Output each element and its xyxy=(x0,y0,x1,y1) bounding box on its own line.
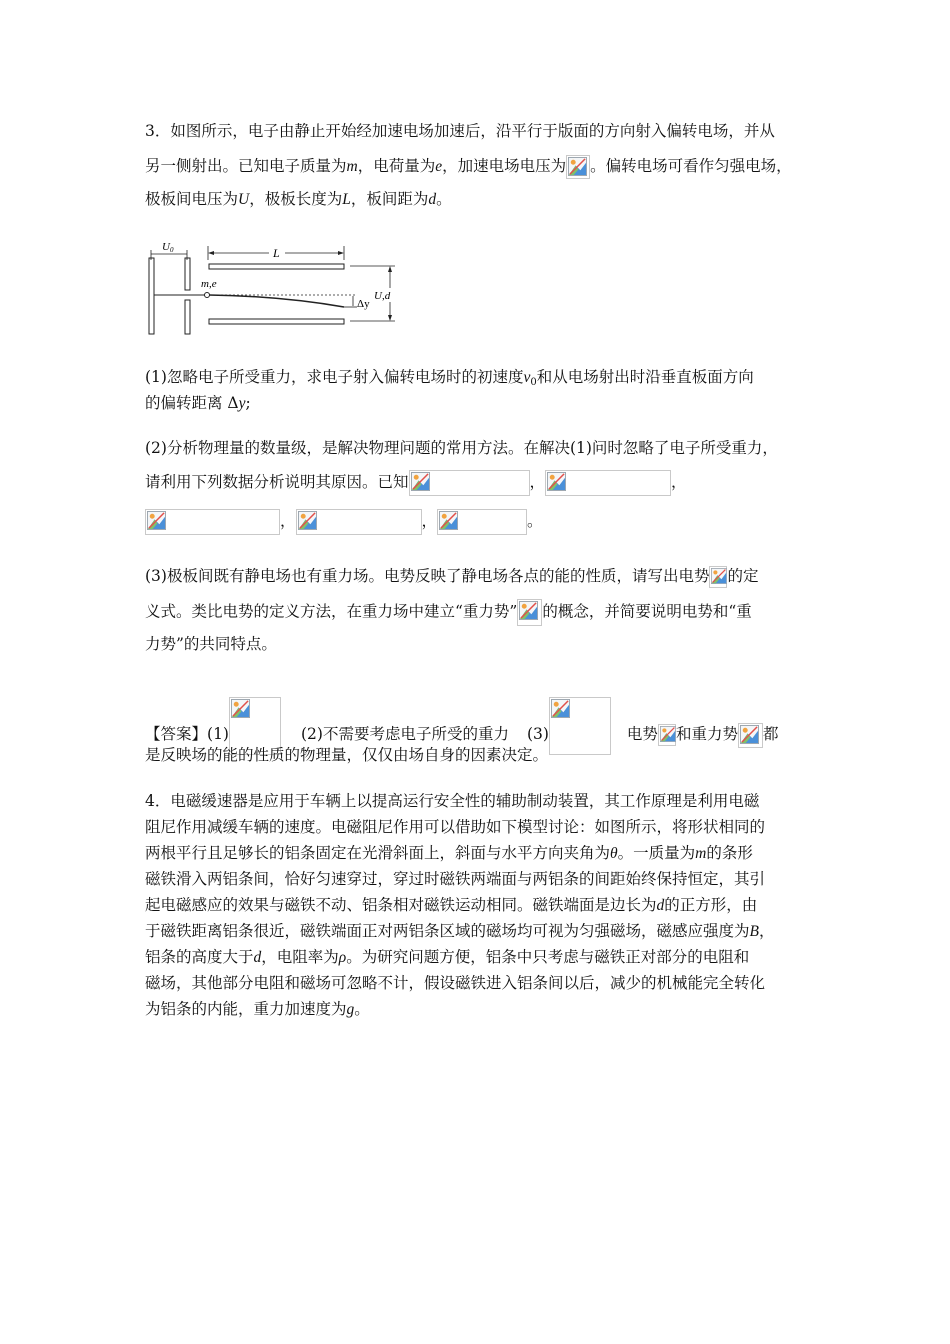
p3-line-3 xyxy=(145,633,277,657)
q4-text: 两根平行且足够长的铝条固定在光滑斜面上，斜面与水平方向夹角为 xyxy=(145,844,611,862)
q3-text: ，电荷量为 xyxy=(357,157,436,175)
q4-text: 。 xyxy=(354,1000,370,1018)
broken-image-icon xyxy=(298,511,317,530)
q3-text: ，加速电场电压为 xyxy=(442,157,567,175)
q3-text: 。 xyxy=(436,190,452,208)
accel-plate-left xyxy=(149,258,154,334)
label-L: L xyxy=(273,246,280,260)
p2-text: (2)分析物理量的数量级，是解决物理问题的常用方法。在解决(1)问时忽略了电子所受重力， xyxy=(145,439,778,457)
formula-image-3 xyxy=(145,509,280,535)
q4-line-7 xyxy=(145,946,749,970)
p3-line-2 xyxy=(145,599,752,623)
answer-line-1 xyxy=(145,697,779,743)
answer-part3: (3) xyxy=(526,725,549,743)
q3-line-3 xyxy=(145,188,452,212)
var-B: B xyxy=(749,923,759,940)
broken-image-icon xyxy=(147,511,166,530)
q4-line-2 xyxy=(145,816,765,840)
electron-dot xyxy=(205,293,210,298)
q4-line-8 xyxy=(145,972,765,996)
answer-line-2 xyxy=(145,744,548,768)
broken-image-icon xyxy=(547,472,566,491)
electron-trajectory xyxy=(209,295,344,307)
var-theta: θ xyxy=(610,845,618,862)
answer-image-phi xyxy=(658,724,676,746)
p2-line-1 xyxy=(145,437,778,461)
q4-text: ， xyxy=(758,922,775,940)
q4-text: 4．电磁缓速器是应用于车辆上以提高运行安全性的辅助制动装置，其工作原理是利用电磁 xyxy=(145,792,760,810)
var-rho: ρ xyxy=(338,949,347,966)
answer-image-gravity-potential xyxy=(738,723,763,748)
answer-text: 是反映场的能的性质的物理量，仅仅由场自身的因素决定。 xyxy=(145,746,549,764)
p1-line-1 xyxy=(145,366,754,390)
p2-text: 请利用下列数据分析说明其原因。已知 xyxy=(145,473,409,491)
p2-comma: ， xyxy=(529,473,546,491)
label-me: m,e xyxy=(201,278,217,290)
broken-image-icon xyxy=(519,601,538,620)
p3-text: 义式。类比电势的定义方法，在重力场中建立“重力势” xyxy=(145,602,518,621)
q3-line-2 xyxy=(145,155,792,179)
p1-text: 的偏转距离 Δ xyxy=(145,394,239,412)
q4-line-6 xyxy=(145,920,775,944)
p2-comma: ， xyxy=(280,512,296,530)
broken-image-icon xyxy=(568,157,587,176)
q4-line-3 xyxy=(145,842,753,866)
deflect-plate-bottom xyxy=(209,319,344,324)
p3-text: 的定 xyxy=(727,567,759,585)
p1-line-2 xyxy=(145,392,251,416)
broken-image-icon xyxy=(660,726,676,742)
p2-line-3 xyxy=(145,509,543,533)
formula-image-2 xyxy=(545,470,671,496)
var-v-sub: 0 xyxy=(530,377,537,388)
var-v: v xyxy=(523,369,531,386)
answer-part2: (2)不需要考虑电子所受的重力 xyxy=(300,725,509,743)
q4-text: ，电阻率为 xyxy=(261,948,339,966)
q4-text: 的正方形，由 xyxy=(664,896,758,914)
p3-text: 的概念，并简要说明电势和“重 xyxy=(542,602,752,621)
q3-text: ，极板长度为 xyxy=(249,190,343,208)
q4-text: 阻尼作用减缓车辆的速度。电磁阻尼作用可以借助如下模型讨论：如图所示，将形状相同的 xyxy=(145,818,766,836)
var-m: m xyxy=(695,845,707,862)
label-dy: Δy xyxy=(357,298,370,310)
q4-line-9 xyxy=(145,998,370,1022)
deflect-plate-top xyxy=(209,264,344,269)
answer-text: 都 xyxy=(762,725,779,743)
deflection-diagram xyxy=(145,240,405,340)
formula-image-phi xyxy=(709,566,727,588)
p2-comma: ， xyxy=(421,512,438,530)
q4-text: 于磁铁距离铝条很近，磁铁端面正对两铝条区域的磁场均可视为匀强磁场，磁感应强度为 xyxy=(145,922,750,940)
answer-text: 和重力势 xyxy=(675,725,738,743)
q4-text: 磁场，其他部分电阻和磁场可忽略不计，假设磁铁进入铝条间以后，减少的机械能完全转化 xyxy=(145,974,766,992)
formula-image-1 xyxy=(409,470,530,496)
q4-text: 起电磁感应的效果与磁铁不动、铝条相对磁铁运动相同。磁铁端面是边长为 xyxy=(145,896,657,914)
q4-line-4 xyxy=(145,868,765,892)
p3-text: 力势”的共同特点。 xyxy=(145,635,277,653)
accel-plate-right-top xyxy=(185,258,190,290)
q3-line-1 xyxy=(145,120,775,144)
answer-image-2 xyxy=(549,697,611,755)
p2-line-2 xyxy=(145,470,687,494)
var-g: g xyxy=(346,1001,355,1018)
p1-text: (1)忽略电子所受重力，求电子射入偏转电场时的初速度 xyxy=(145,368,524,386)
label-Ud: U,d xyxy=(374,290,391,302)
q4-line-5 xyxy=(145,894,757,918)
p3-line-1 xyxy=(145,565,758,589)
answer-text: 电势 xyxy=(626,725,658,743)
q4-text: 为铝条的内能，重力加速度为 xyxy=(145,1000,347,1018)
label-u0: U0 xyxy=(162,241,174,254)
q4-text: 磁铁滑入两铝条间，恰好匀速穿过，穿过时磁铁两端面与两铝条的间距始终保持恒定，其引 xyxy=(145,870,766,888)
broken-image-icon xyxy=(711,568,727,584)
accel-plate-right-bottom xyxy=(185,300,190,334)
broken-image-icon xyxy=(740,725,759,744)
formula-image-gravity-potential xyxy=(517,599,542,626)
var-m: m xyxy=(346,158,358,175)
var-d: d xyxy=(656,897,665,914)
var-U: U xyxy=(238,191,250,208)
answer-label: 【答案】 xyxy=(145,725,208,743)
q4-text: 。为研究问题方便，铝条中只考虑与磁铁正对部分的电阻和 xyxy=(346,948,750,966)
answer-part1: (1) xyxy=(207,725,229,743)
p2-comma: ， xyxy=(671,473,687,491)
q3-text: 极板间电压为 xyxy=(145,190,239,208)
q3-text: ，板间距为 xyxy=(350,190,429,208)
var-d: d xyxy=(253,949,262,966)
broken-image-icon xyxy=(411,472,430,491)
p1-text: 和从电场射出时沿垂直板面方向 xyxy=(536,368,754,386)
var-L: L xyxy=(342,191,351,208)
q3-text: 3．如图所示，电子由静止开始经加速电场加速后，沿平行于版面的方向射入偏转电场，并从 xyxy=(145,122,775,140)
p2-period: 。 xyxy=(527,512,543,530)
var-y: y xyxy=(238,395,246,412)
broken-image-icon xyxy=(551,699,570,718)
q4-text: 的条形 xyxy=(706,844,753,862)
q3-text: 。偏转电场可看作匀强电场， xyxy=(590,157,792,175)
q4-text: 。一质量为 xyxy=(617,844,696,862)
formula-image-u0 xyxy=(566,155,590,179)
p3-text: (3)极板间既有静电场也有重力场。电势反映了静电场各点的能的性质，请写出电势 xyxy=(145,567,710,585)
q4-text: 铝条的高度大于 xyxy=(145,948,254,966)
q3-text: 另一侧射出。已知电子质量为 xyxy=(145,157,347,175)
q4-line-1 xyxy=(145,790,759,814)
formula-image-5 xyxy=(437,509,527,535)
formula-image-4 xyxy=(296,509,422,535)
p1-text: ; xyxy=(245,394,251,412)
broken-image-icon xyxy=(439,511,458,530)
var-e: e xyxy=(435,158,443,175)
broken-image-icon xyxy=(231,699,250,718)
var-d: d xyxy=(428,191,437,208)
